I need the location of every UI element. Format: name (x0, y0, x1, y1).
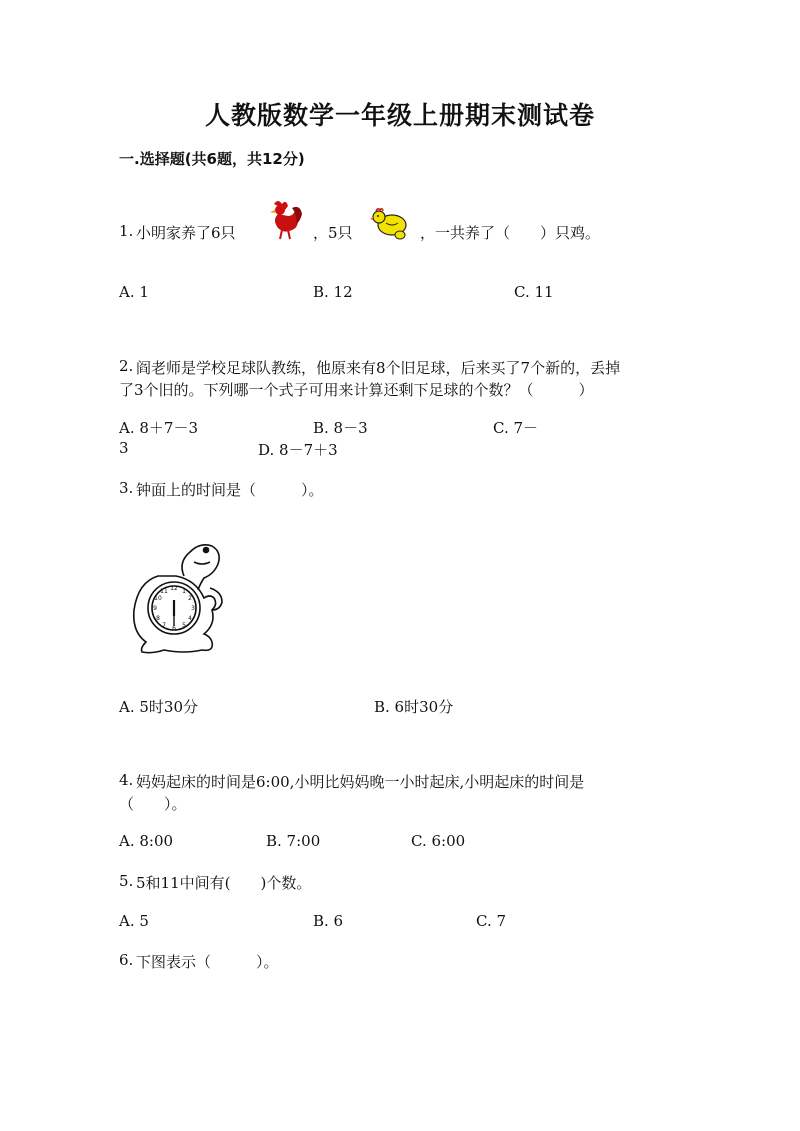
question-2-line2: 了3个旧的。下列哪一个式子可用来计算还剩下足球的个数？（ ） (119, 381, 594, 399)
svg-text:11: 11 (160, 588, 168, 595)
svg-text:2: 2 (188, 595, 192, 602)
hen-image (370, 205, 410, 241)
svg-text:12: 12 (170, 585, 178, 592)
svg-text:7: 7 (162, 622, 166, 629)
svg-text:5: 5 (182, 622, 186, 629)
svg-text:10: 10 (154, 595, 162, 602)
svg-text:4: 4 (188, 615, 192, 622)
question-4-option-c[interactable]: C. 6:00 (411, 832, 466, 850)
question-6-number: 6. (119, 951, 134, 969)
question-2-line1: 阎老师是学校足球队教练，他原来有8个旧足球，后来买了7个新的，丢掉 (136, 359, 621, 377)
question-1-text-part3: ，一共养了（ ）只鸡。 (420, 224, 601, 242)
svg-text:1: 1 (182, 588, 186, 595)
question-5-option-c[interactable]: C. 7 (476, 912, 507, 930)
svg-text:9: 9 (153, 605, 157, 612)
question-4-option-a[interactable]: A. 8:00 (119, 832, 174, 850)
question-4-line2: （ ）。 (119, 795, 187, 813)
question-6-text: 下图表示（ ）。 (136, 953, 279, 971)
question-1-option-a[interactable]: A. 1 (119, 283, 149, 301)
question-4-line1: 妈妈起床的时间是6:00,小明比妈妈晚一小时起床,小明起床的时间是 (136, 773, 585, 791)
question-5-option-a[interactable]: A. 5 (119, 912, 149, 930)
svg-text:3: 3 (191, 605, 195, 612)
question-1-number: 1. (119, 222, 134, 240)
question-2-option-c[interactable]: C. 7－ (493, 419, 539, 437)
svg-text:8: 8 (156, 615, 160, 622)
question-2-option-c-continued: 3 (119, 439, 129, 457)
svg-text:6: 6 (172, 625, 176, 632)
question-4-option-b[interactable]: B. 7:00 (266, 832, 321, 850)
question-2-option-a[interactable]: A. 8＋7－3 (119, 419, 198, 437)
question-1-text-part1: 小明家养了6只 (136, 224, 236, 242)
question-1-option-c[interactable]: C. 11 (514, 283, 554, 301)
question-2-option-d[interactable]: D. 8－7＋3 (258, 441, 338, 459)
section-heading: 一.选择题(共6题，共12分) (119, 150, 305, 168)
question-4-number: 4. (119, 771, 134, 789)
question-5-number: 5. (119, 872, 134, 890)
question-3-option-a[interactable]: A. 5时30分 (119, 698, 198, 716)
page-title: 人教版数学一年级上册期末测试卷 (204, 101, 595, 130)
question-2-option-b[interactable]: B. 8－3 (313, 419, 368, 437)
question-3-number: 3. (119, 479, 134, 497)
question-5-text: 5和11中间有( )个数。 (136, 874, 312, 892)
question-1-option-b[interactable]: B. 12 (313, 283, 353, 301)
question-3-option-b[interactable]: B. 6时30分 (374, 698, 454, 716)
question-3-text: 钟面上的时间是（ ）。 (136, 481, 324, 499)
question-1-text-part2: ，5只 (313, 224, 353, 242)
rooster-image (268, 196, 304, 242)
turtle-clock-image (128, 532, 232, 656)
question-5-option-b[interactable]: B. 6 (313, 912, 344, 930)
question-2-number: 2. (119, 357, 134, 375)
